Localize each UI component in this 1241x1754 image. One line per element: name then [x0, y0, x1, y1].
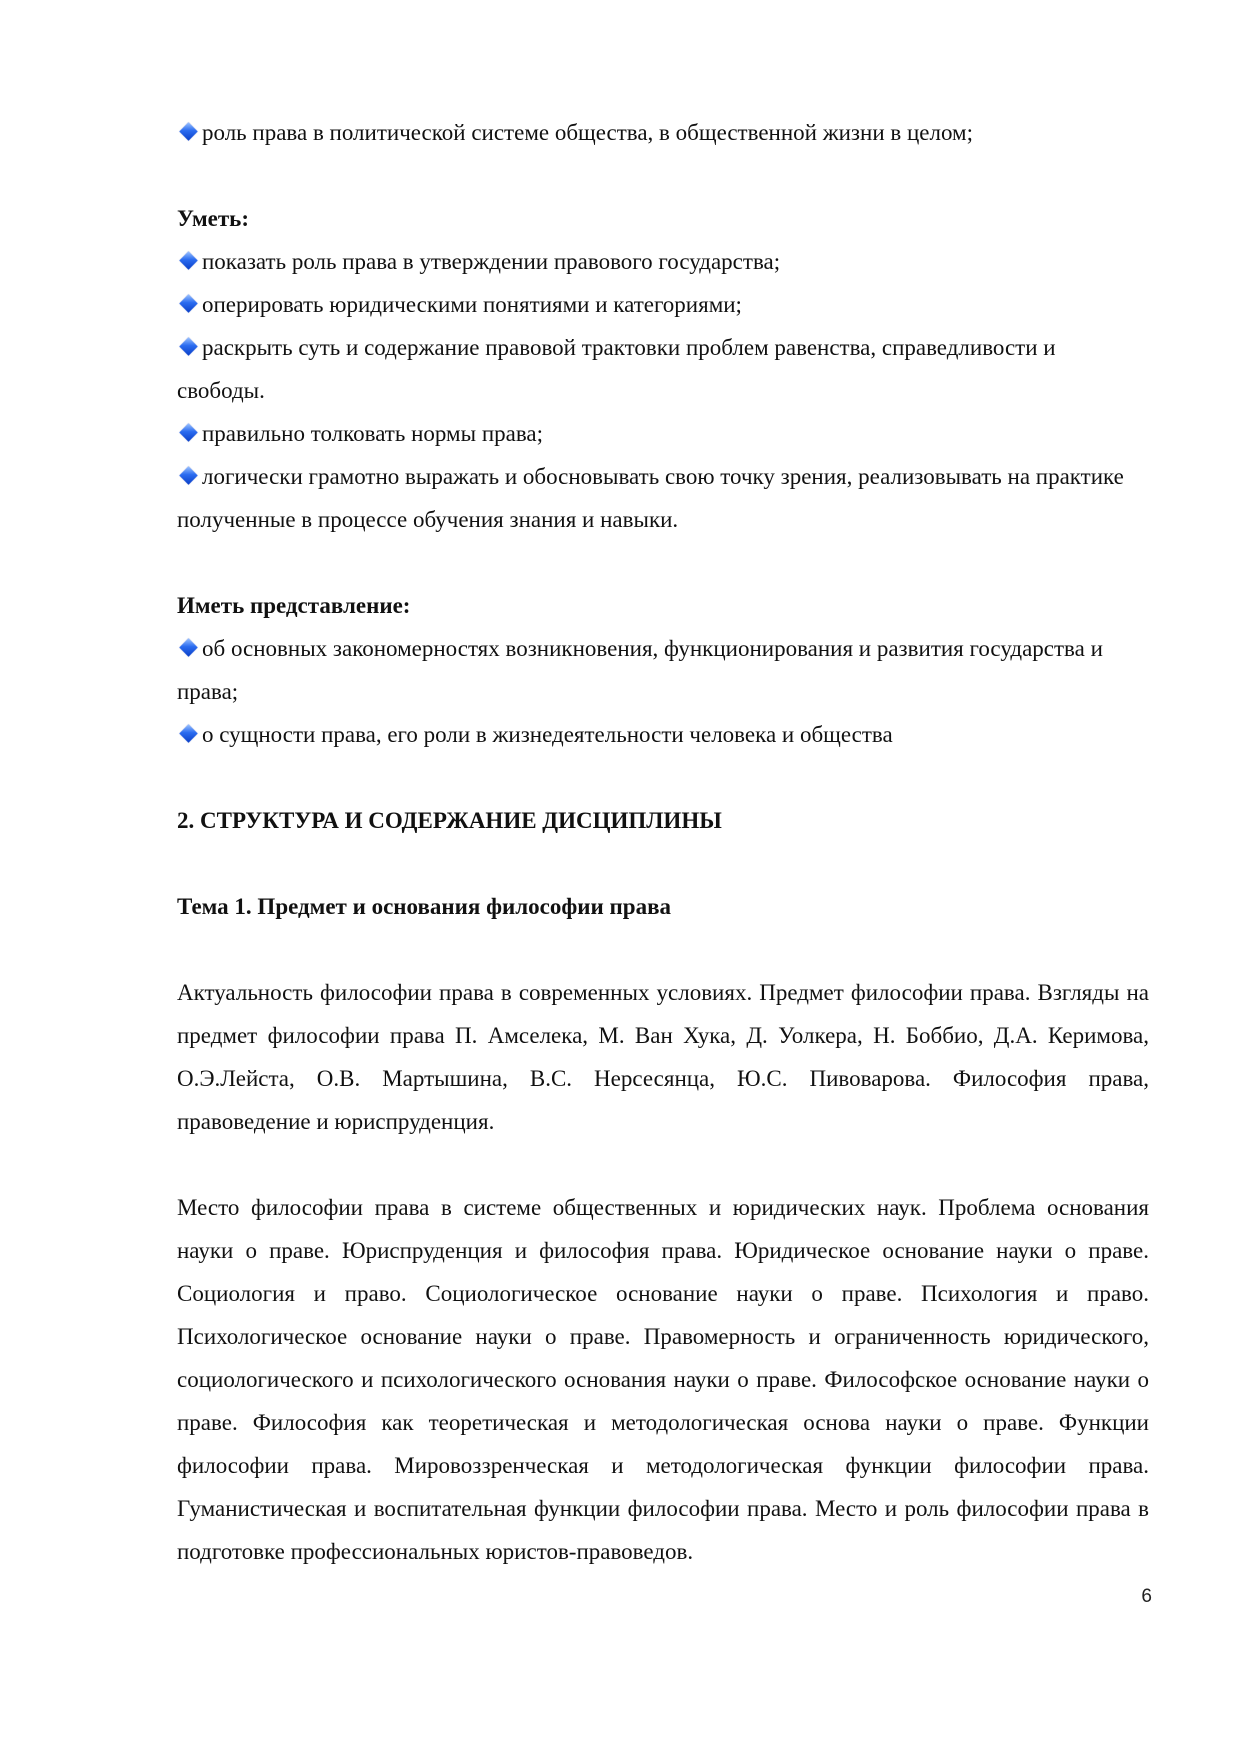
bullet-item	[177, 412, 1149, 455]
blue-diamond-bullet-icon	[179, 122, 197, 140]
blue-diamond-bullet-icon	[179, 466, 197, 484]
bullet-text: раскрыть суть и содержание правовой трактовки проблем равенства, справедливости и свободы.	[177, 335, 1056, 403]
bullet-text: показать роль права в утверждении правового государства;	[202, 249, 781, 274]
topic-title: Тема 1. Предмет и основания философии права	[177, 894, 671, 919]
blue-diamond-bullet-icon	[179, 251, 197, 269]
bullet-item	[177, 455, 1149, 541]
bullet-text: правильно толковать нормы права;	[202, 421, 543, 446]
blue-diamond-bullet-icon	[179, 337, 197, 355]
bullet-item	[177, 627, 1149, 713]
blue-diamond-bullet-icon	[179, 638, 197, 656]
page-number: 6	[1141, 1586, 1152, 1607]
bullet-text: логически грамотно выражать и обосновывать свою точку зрения, реализовывать на практике полученные в процессе обучения знания и навыки.	[177, 464, 1124, 532]
bullet-text: об основных закономерностях возникновения, функционирования и развития государства и права;	[177, 636, 1103, 704]
bullet-item	[177, 713, 1149, 756]
paragraph: Актуальность философии права в современных условиях. Предмет философии права. Взгляды на предмет философии права П. Амселека, М. Ван Хука, Д. Уолкера, Н. Боббио, Д.А. Керимова, О.Э.Лейста, О.В. Мартышина, В.С. Нерсесянца, Ю.С. Пивоварова. Философия права, правоведение и юриспруденция.	[177, 980, 1149, 1134]
bullet-item	[177, 240, 1149, 283]
page-content	[177, 111, 1149, 1573]
bullet-item	[177, 326, 1149, 412]
bullet-text: роль права в политической системе общества, в общественной жизни в целом;	[202, 120, 973, 145]
bullet-text: оперировать юридическими понятиями и категориями;	[202, 292, 742, 317]
umet-heading: Уметь:	[177, 206, 249, 231]
section-title: 2. СТРУКТУРА И СОДЕРЖАНИЕ ДИСЦИПЛИНЫ	[177, 808, 722, 833]
bullet-item	[177, 283, 1149, 326]
blue-diamond-bullet-icon	[179, 724, 197, 742]
bullet-text: о сущности права, его роли в жизнедеятельности человека и общества	[202, 722, 893, 747]
blue-diamond-bullet-icon	[179, 423, 197, 441]
blue-diamond-bullet-icon	[179, 294, 197, 312]
bullet-item	[177, 111, 1149, 154]
imet-heading: Иметь представление:	[177, 593, 411, 618]
paragraph: Место философии права в системе общественных и юридических наук. Проблема основания науки о праве. Юриспруденция и философия права. Юридическое основание науки о праве. Социология и право. Социологическое основание науки о праве. Психология и право. Психологическое основание науки о праве. Правомерность и ограниченность юридического, социологического и психологического основания науки о праве. Философское основание науки о праве. Философия как теоретическая и методологическая основа науки о праве. Функции философии права. Мировоззренческая и методологическая функции философии права. Гуманистическая и воспитательная функции философии права. Место и роль философии права в подготовке профессиональных юристов-правоведов.	[177, 1195, 1149, 1564]
